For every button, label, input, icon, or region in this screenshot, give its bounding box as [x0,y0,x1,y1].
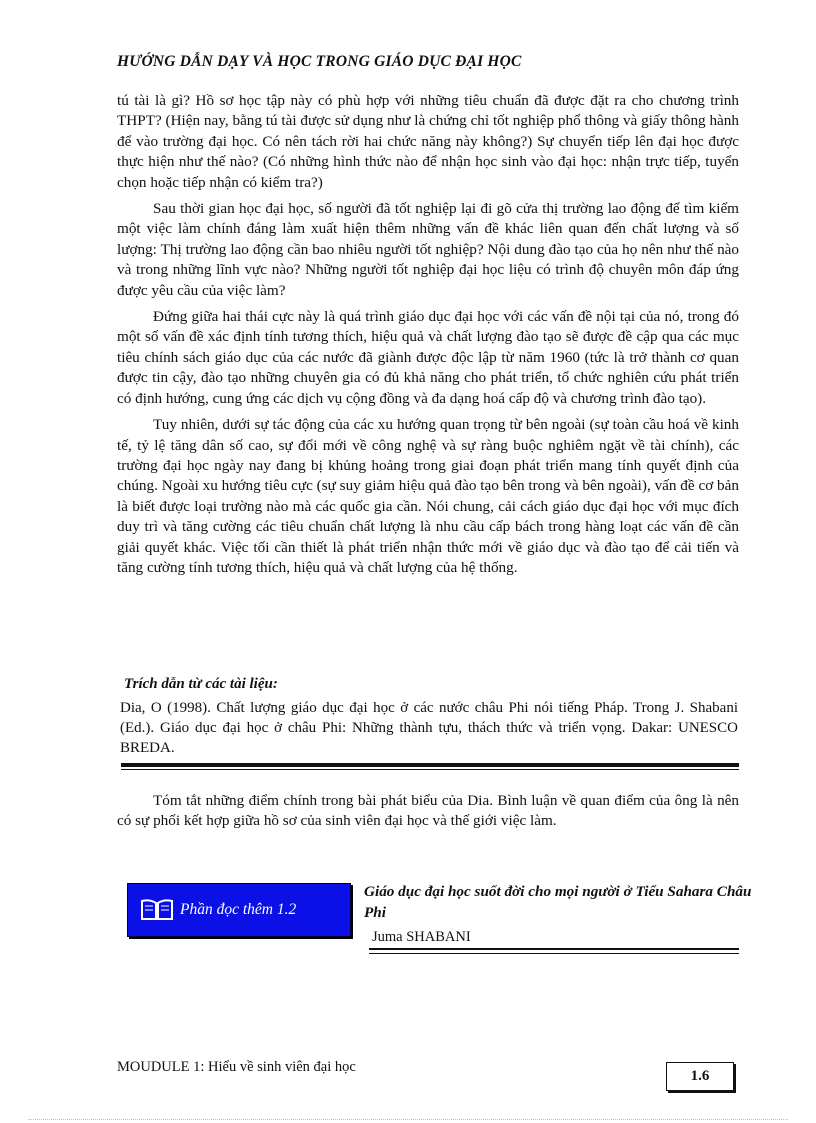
citation-heading: Trích dẫn từ các tài liệu: [124,676,278,692]
footer-module-title: MOUDULE 1: Hiểu về sinh viên đại học [117,1059,356,1075]
further-reading-title: Giáo dục đại học suốt đời cho mọi người ở Tiểu Sahara Châu Phi [364,883,752,921]
citation-divider [121,763,739,767]
paragraph-1: tú tài là gì? Hồ sơ học tập này có phù hợp với những tiêu chuẩn đã được đặt ra cho chương trình THPT? (Hiện nay, bằng tú tài được sử dụng như là chứng chỉ tốt nghiệp phổ thông và giấy thông hành để vào trường đại học. Có nên tách rời hai chức năng này không?) Sự chuyển tiếp lên đại học được thực hiện như thế nào? (Có những hình thức nào để nhận học sinh vào đại học: nhận trực tiếp, tuyển chọn hoặc tiếp nhận có kiểm tra?) [117,92,739,191]
summary-section [117,791,739,832]
paragraph-4: Tuy nhiên, dưới sự tác động của các xu hướng quan trọng từ bên ngoài (sự toàn cầu hoá về kinh tế, tỷ lệ tăng dân số cao, sự đổi mới về công nghệ và sự ràng buộc nghiêm ngặt về tài chính), các trường đại học ngày nay đang bị khủng hoảng trong giai đoạn phát triển mang tính quyết định của chúng. Ngoài xu hướng tiêu cực (sự suy giảm hiệu quả đào tạo bên trong và bên ngoài), vấn đề cơ bản là biết được loại trường nào mà các quốc gia cần. Nói chung, cải cách giáo dục đại học với mục đích duy trì và tăng cường các tiêu chuẩn chất lượng là nhu cầu cấp bách trong hàng loạt các vấn đề cần giải quyết khác. Việc tối cần thiết là phát triển nhận thức mới về giáo dục và đào tạo để cải tiến và tăng cường tính tương thích, hiệu quả và chất lượng của hệ thống. [117,416,739,576]
further-reading-box [127,883,351,937]
book-icon [140,898,174,922]
page-header-title: HƯỚNG DẪN DẠY VÀ HỌC TRONG GIÁO DỤC ĐẠI HỌC [117,53,522,70]
citation-text: Dia, O (1998). Chất lượng giáo dục đại học ở các nước châu Phi nói tiếng Pháp. Trong J. Shabani (Ed.). Giáo dục đại học ở châu Phi: Những thành tựu, thách thức và triển vọng. Dakar: UNESCO BREDA. [120,700,738,756]
page-number: 1.6 [666,1062,734,1091]
further-reading-author: Juma SHABANI [372,929,471,945]
page-bottom-border [28,1119,788,1120]
further-reading-label: Phần đọc thêm 1.2 [180,901,297,918]
author-divider [369,948,739,950]
main-body [117,91,739,584]
summary-paragraph: Tóm tắt những điểm chính trong bài phát biểu của Dia. Bình luận về quan điểm của ông là nên có sự phối kết hợp giữa hồ sơ của sinh viên đại học và thế giới việc làm. [117,792,739,830]
paragraph-2: Sau thời gian học đại học, số người đã tốt nghiệp lại đi gõ cửa thị trường lao động để tìm kiếm một việc làm chính đáng làm xuất hiện thêm những vấn đề khác liên quan đến chất lượng và số lượng: Thị trường lao động cần bao nhiêu người tốt nghiệp? Nội dung đào tạo của họ nên như thế nào và trong những lĩnh vực nào? Những người tốt nghiệp đại học liệu có trình độ chuyên môn đáp ứng được yêu cầu của việc làm? [117,200,739,299]
paragraph-3: Đứng giữa hai thái cực này là quá trình giáo dục đại học với các vấn đề nội tại của nó, trong đó một số vấn đề xác định tính tương thích, hiệu quả và chất lượng đào tạo sẽ được đề cập qua các mục tiêu chính sách giáo dục của các nước đã giành được độc lập từ năm 1960 (tức là trở thành cơ quan được tin cậy, đào tạo những chuyên gia có đủ khả năng cho phát triển, tổ chức nghiên cứu phát triển có định hướng, cung ứng các dịch vụ cộng đồng và đa dạng hoá cấp độ và chương trình đào tạo). [117,308,739,407]
